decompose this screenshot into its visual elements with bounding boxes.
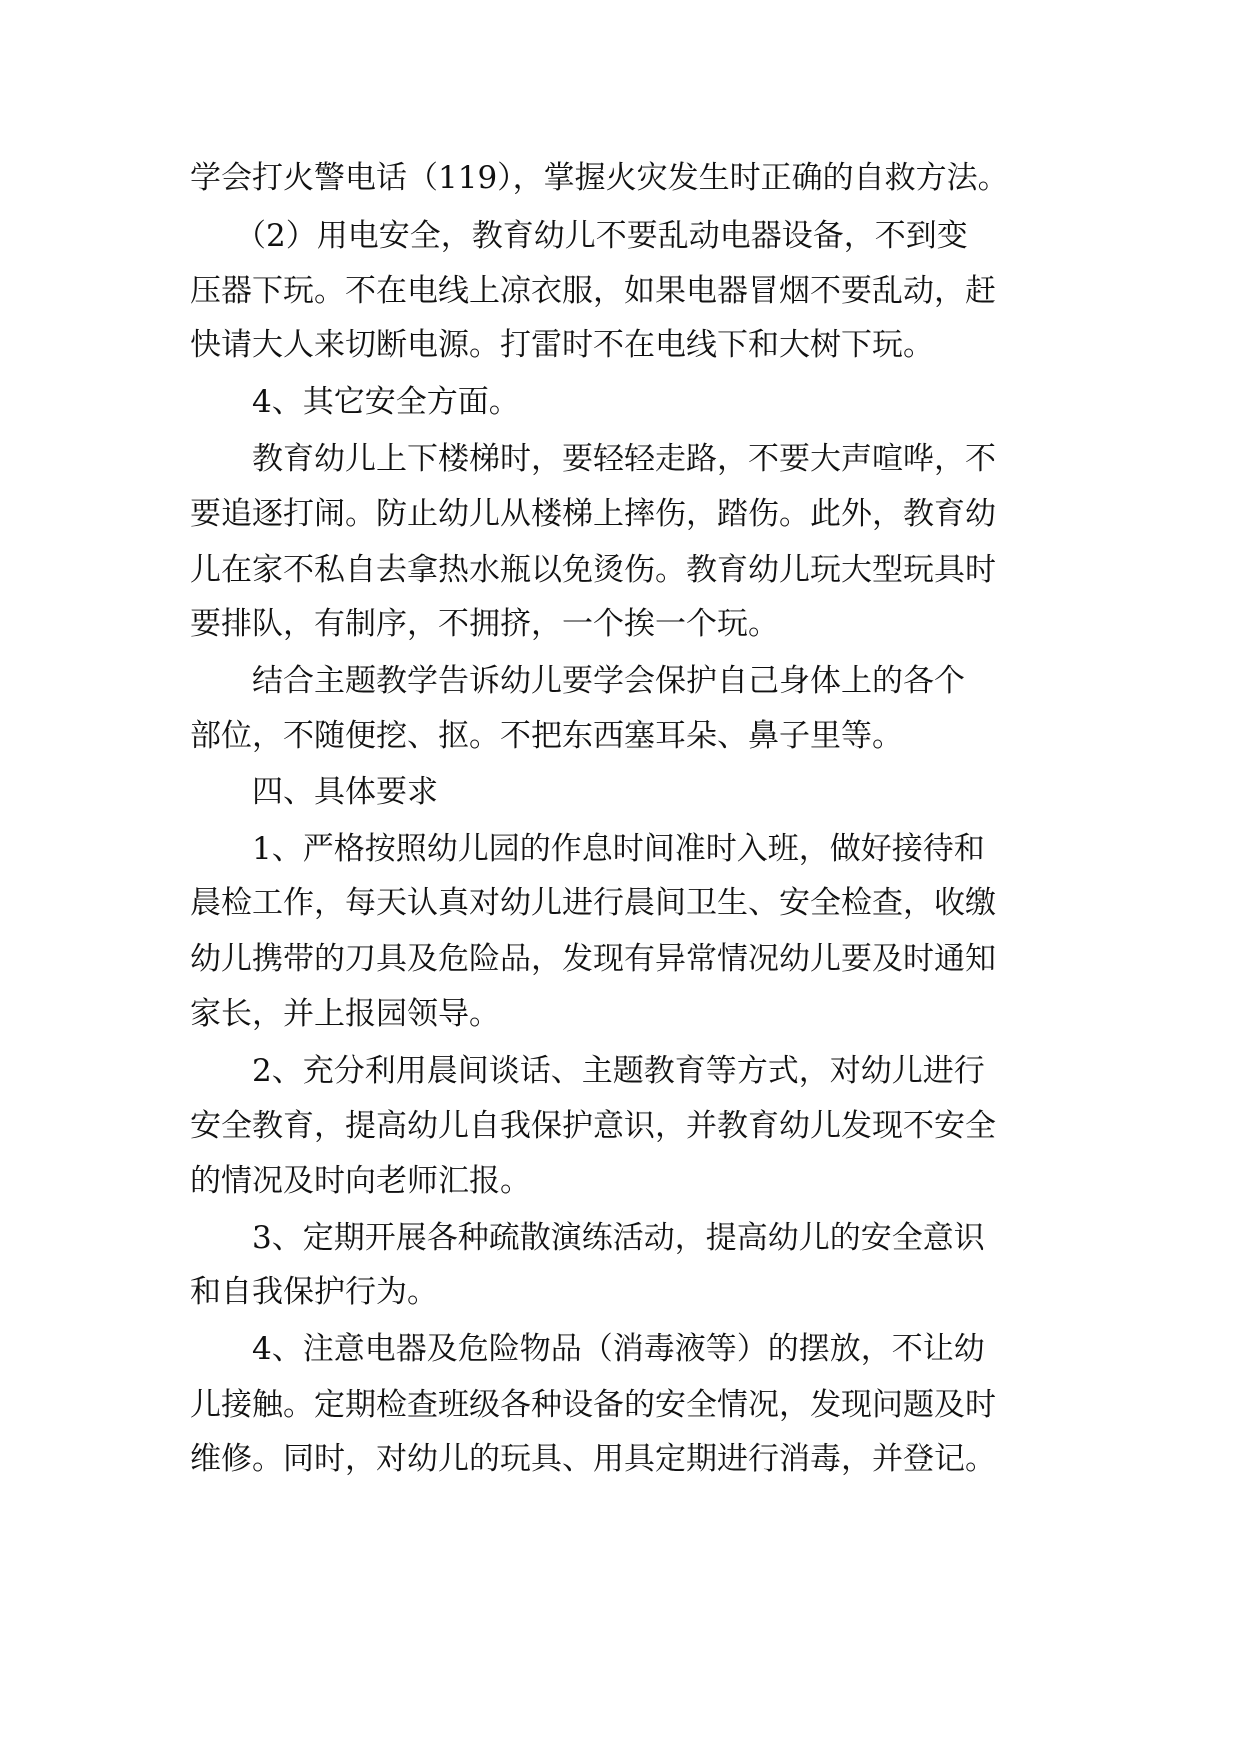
text-line: 和自我保护行为。 <box>190 1274 438 1310</box>
text-line: 2、充分利用晨间谈话、主题教育等方式，对幼儿进行 <box>252 1053 985 1089</box>
text-line: 学会打火警电话（119），掌握火灾发生时正确的自救方法。 <box>190 160 1009 196</box>
text-line: 快请大人来切断电源。打雷时不在电线下和大树下玩。 <box>190 327 934 363</box>
text-line: （2）用电安全，教育幼儿不要乱动电器设备，不到变 <box>235 218 968 254</box>
text-line: 晨检工作，每天认真对幼儿进行晨间卫生、安全检查，收缴 <box>190 885 996 921</box>
text-line: 4、其它安全方面。 <box>252 384 520 420</box>
text-line: 4、注意电器及危险物品（消毒液等）的摆放，不让幼 <box>252 1331 985 1367</box>
text-line: 部位，不随便挖、抠。不把东西塞耳朵、鼻子里等。 <box>190 718 903 754</box>
text-line: 压器下玩。不在电线上凉衣服，如果电器冒烟不要乱动，赶 <box>190 273 996 309</box>
text-line: 要排队，有制序，不拥挤，一个挨一个玩。 <box>190 606 779 642</box>
text-line: 幼儿携带的刀具及危险品，发现有异常情况幼儿要及时通知 <box>190 941 996 977</box>
text-line: 1、严格按照幼儿园的作息时间准时入班，做好接待和 <box>252 831 985 867</box>
text-line: 要追逐打闹。防止幼儿从楼梯上摔伤，踏伤。此外，教育幼 <box>190 496 996 532</box>
text-line: 安全教育，提高幼儿自我保护意识，并教育幼儿发现不安全 <box>190 1108 996 1144</box>
text-line: 儿在家不私自去拿热水瓶以免烫伤。教育幼儿玩大型玩具时 <box>190 552 996 588</box>
text-line: 儿接触。定期检查班级各种设备的安全情况，发现问题及时 <box>190 1387 996 1423</box>
text-line: 维修。同时，对幼儿的玩具、用具定期进行消毒，并登记。 <box>190 1441 996 1477</box>
text-line: 家长，并上报园领导。 <box>190 996 500 1032</box>
text-line: 结合主题教学告诉幼儿要学会保护自己身体上的各个 <box>252 663 965 699</box>
section-heading: 四、具体要求 <box>252 774 438 810</box>
text-line: 的情况及时向老师汇报。 <box>190 1163 531 1199</box>
text-line: 教育幼儿上下楼梯时，要轻轻走路，不要大声喧哗，不 <box>252 441 996 477</box>
text-line: 3、定期开展各种疏散演练活动，提高幼儿的安全意识 <box>252 1220 985 1256</box>
